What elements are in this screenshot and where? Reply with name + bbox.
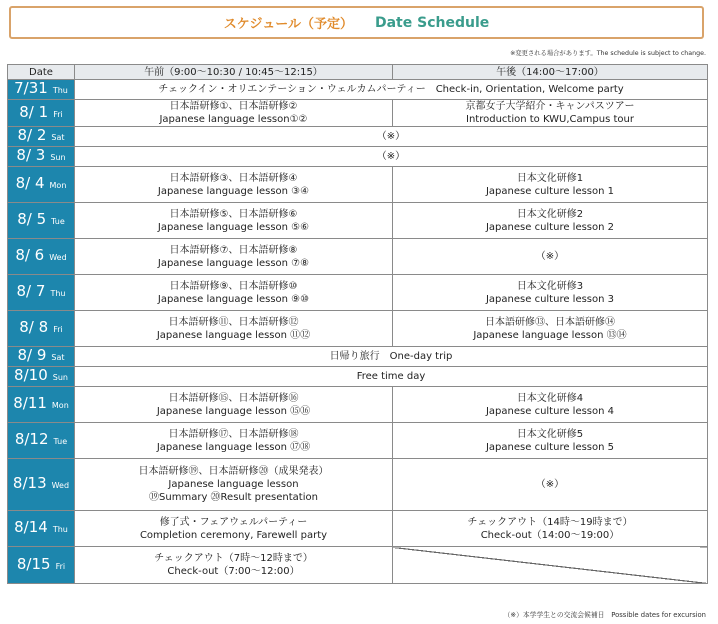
title-jp: スケジュール（予定） bbox=[223, 17, 353, 32]
afternoon-cell bbox=[393, 547, 708, 584]
weekday-label: Sat bbox=[51, 133, 65, 142]
morning-cell bbox=[75, 387, 393, 423]
morning-cell bbox=[75, 100, 393, 127]
schedule-row bbox=[8, 80, 708, 100]
cell-line: 日本語研修⑲、日本語研修⑳（成果発表） bbox=[138, 466, 329, 477]
date-label: 8/ 2 bbox=[17, 126, 47, 144]
title-en: Date Schedule bbox=[374, 14, 490, 31]
date-label: 8/ 7 bbox=[16, 282, 46, 300]
afternoon-cell bbox=[393, 459, 708, 511]
weekday-label: Fri bbox=[53, 325, 63, 334]
cell-line: チェックアウト（14時～19時まで） bbox=[467, 516, 633, 528]
weekday-label: Sun bbox=[52, 373, 68, 382]
cell-line: （※） bbox=[376, 151, 406, 162]
schedule-row bbox=[8, 311, 708, 347]
cell-line: Free time day bbox=[356, 371, 426, 382]
weekday-label: Tue bbox=[53, 437, 68, 446]
date-label: 8/ 5 bbox=[17, 210, 47, 228]
morning-cell bbox=[75, 511, 393, 547]
schedule-row bbox=[8, 203, 708, 239]
date-cell bbox=[8, 511, 75, 547]
cell-line: 日帰り旅行 One-day trip bbox=[329, 351, 453, 362]
schedule-table bbox=[7, 64, 708, 584]
cell-line: 日本文化研修4 bbox=[516, 392, 584, 404]
schedule-row bbox=[8, 547, 708, 584]
title-banner bbox=[9, 6, 704, 39]
cell-line: Japanese language lesson ⑰⑱ bbox=[156, 441, 311, 453]
cell-line: Japanese culture lesson 5 bbox=[485, 441, 615, 453]
header-date: Date bbox=[8, 65, 75, 80]
full-day-cell bbox=[75, 347, 708, 367]
weekday-label: Sun bbox=[50, 153, 66, 162]
cell-line: Japanese language lesson ⑬⑭ bbox=[473, 329, 627, 341]
cell-line: （※） bbox=[535, 251, 565, 262]
date-label: 8/15 bbox=[16, 554, 51, 573]
cell-line: Japanese language lesson bbox=[168, 479, 299, 490]
cell-line: Check-out（7:00～12:00） bbox=[167, 566, 300, 577]
cell-line: 日本文化研修5 bbox=[516, 428, 584, 440]
weekday-label: Mon bbox=[51, 401, 69, 410]
cell-line: Japanese language lesson ⑪⑫ bbox=[156, 329, 311, 341]
cell-line: 日本語研修⑮、日本語研修⑯ bbox=[168, 392, 299, 404]
afternoon-cell bbox=[393, 511, 708, 547]
morning-cell bbox=[75, 239, 393, 275]
date-label: 8/ 4 bbox=[15, 174, 45, 192]
cell-line: Introduction to KWU,Campus tour bbox=[466, 114, 634, 125]
morning-cell bbox=[75, 459, 393, 511]
morning-cell bbox=[75, 275, 393, 311]
date-label: 8/11 bbox=[13, 394, 47, 412]
morning-cell bbox=[75, 311, 393, 347]
afternoon-cell bbox=[393, 203, 708, 239]
date-label: 8/14 bbox=[14, 518, 48, 536]
cell-line: 日本文化研修2 bbox=[516, 208, 584, 220]
date-cell bbox=[8, 239, 75, 275]
schedule-row bbox=[8, 459, 708, 511]
afternoon-cell bbox=[393, 100, 708, 127]
schedule-row bbox=[8, 239, 708, 275]
schedule-row bbox=[8, 511, 708, 547]
footer-note: （※）本学学生との交流会候補日 Possible dates for excursion bbox=[503, 611, 706, 619]
cell-line: Japanese language lesson①② bbox=[159, 114, 308, 125]
cell-line: チェックアウト（7時～12時まで） bbox=[154, 553, 313, 564]
date-label: 8/13 bbox=[12, 474, 47, 492]
date-label: 8/12 bbox=[14, 430, 49, 448]
schedule-row bbox=[8, 387, 708, 423]
date-cell bbox=[8, 423, 75, 459]
cell-line: 日本語研修③、日本語研修④ bbox=[169, 172, 298, 184]
afternoon-cell bbox=[393, 423, 708, 459]
date-cell bbox=[8, 459, 75, 511]
full-day-cell bbox=[75, 147, 708, 167]
cell-line: Japanese language lesson ⑦⑧ bbox=[157, 257, 310, 269]
date-label: 7/31 bbox=[14, 79, 48, 97]
cell-line: 日本語研修⑰、日本語研修⑱ bbox=[168, 428, 299, 440]
date-cell bbox=[8, 387, 75, 423]
cell-line: Check-out（14:00～19:00） bbox=[480, 529, 620, 541]
weekday-label: Thu bbox=[52, 86, 68, 95]
afternoon-cell bbox=[393, 311, 708, 347]
weekday-label: Fri bbox=[53, 109, 63, 119]
cell-line: 日本語研修⑤、日本語研修⑥ bbox=[169, 208, 298, 220]
cell-line: 日本文化研修3 bbox=[516, 280, 584, 292]
weekday-label: Sat bbox=[51, 353, 65, 362]
cell-line: Japanese culture lesson 3 bbox=[485, 293, 615, 305]
cell-line: 京都女子大学紹介・キャンパスツアー bbox=[465, 101, 635, 112]
date-cell bbox=[8, 547, 75, 584]
cell-line: チェックイン・オリエンテーション・ウェルカムパーティー Check-in, Orientation, Welcome party bbox=[158, 84, 624, 95]
schedule-row bbox=[8, 127, 708, 147]
cell-line: Japanese culture lesson 4 bbox=[485, 405, 615, 417]
schedule-row bbox=[8, 367, 708, 387]
cell-line: 日本語研修⑨、日本語研修⑩ bbox=[169, 280, 298, 292]
weekday-label: Mon bbox=[49, 181, 67, 190]
cell-line: Completion ceremony, Farewell party bbox=[139, 529, 328, 541]
weekday-label: Wed bbox=[49, 253, 67, 262]
header-row bbox=[8, 65, 708, 80]
weekday-label: Fri bbox=[55, 561, 66, 571]
morning-cell bbox=[75, 423, 393, 459]
weekday-label: Thu bbox=[52, 525, 68, 534]
afternoon-cell bbox=[393, 387, 708, 423]
cell-line: ⑲Summary ⑳Result presentation bbox=[149, 492, 318, 503]
schedule-row bbox=[8, 423, 708, 459]
afternoon-cell bbox=[393, 167, 708, 203]
date-label: 8/ 1 bbox=[19, 102, 49, 121]
date-cell bbox=[8, 147, 75, 167]
cell-line: Japanese culture lesson 2 bbox=[485, 221, 615, 233]
header-pm: 午後（14:00～17:00） bbox=[393, 65, 708, 80]
full-day-cell bbox=[75, 367, 708, 387]
schedule-row bbox=[8, 347, 708, 367]
cell-line: Japanese culture lesson 1 bbox=[485, 185, 615, 197]
date-label: 8/ 9 bbox=[17, 346, 47, 364]
cell-line: （※） bbox=[376, 131, 406, 142]
schedule-row bbox=[8, 167, 708, 203]
weekday-label: Tue bbox=[51, 217, 65, 226]
cell-line: Japanese language lesson ⑨⑩ bbox=[157, 293, 310, 305]
change-note: ※変更される場合があります。The schedule is subject to change. bbox=[510, 50, 706, 57]
date-cell bbox=[8, 167, 75, 203]
cell-line: Japanese language lesson ③④ bbox=[157, 185, 310, 197]
morning-cell bbox=[75, 203, 393, 239]
date-cell bbox=[8, 127, 75, 147]
cell-line: 修了式・フェアウェルパーティー bbox=[159, 516, 308, 528]
full-day-cell bbox=[75, 80, 708, 100]
weekday-label: Wed bbox=[51, 481, 70, 490]
afternoon-cell bbox=[393, 239, 708, 275]
cell-line: Japanese language lesson ⑮⑯ bbox=[156, 405, 311, 417]
cell-line: Japanese language lesson ⑤⑥ bbox=[157, 221, 310, 233]
date-cell bbox=[8, 367, 75, 387]
afternoon-cell bbox=[393, 275, 708, 311]
header-am: 午前（9:00～10:30 / 10:45～12:15） bbox=[75, 65, 393, 80]
schedule-row bbox=[8, 275, 708, 311]
date-label: 8/ 8 bbox=[19, 318, 49, 336]
date-cell bbox=[8, 275, 75, 311]
schedule-row bbox=[8, 147, 708, 167]
cell-line: 日本語研修⑪、日本語研修⑫ bbox=[168, 316, 299, 328]
cell-line: （※） bbox=[535, 479, 565, 490]
schedule-row bbox=[8, 100, 708, 127]
date-cell bbox=[8, 100, 75, 127]
full-day-cell bbox=[75, 127, 708, 147]
date-label: 8/ 3 bbox=[16, 146, 46, 164]
cell-line: 日本文化研修1 bbox=[516, 172, 584, 184]
cell-line: 日本語研修⑬、日本語研修⑭ bbox=[485, 316, 615, 328]
date-cell bbox=[8, 311, 75, 347]
cell-line: 日本語研修①、日本語研修② bbox=[169, 101, 298, 112]
date-label: 8/ 6 bbox=[15, 246, 45, 264]
date-label: 8/10 bbox=[14, 366, 48, 384]
date-cell bbox=[8, 203, 75, 239]
date-cell bbox=[8, 347, 75, 367]
date-cell bbox=[8, 80, 75, 100]
cell-line: 日本語研修⑦、日本語研修⑧ bbox=[169, 244, 298, 256]
weekday-label: Thu bbox=[50, 289, 66, 298]
morning-cell bbox=[75, 167, 393, 203]
morning-cell bbox=[75, 547, 393, 584]
